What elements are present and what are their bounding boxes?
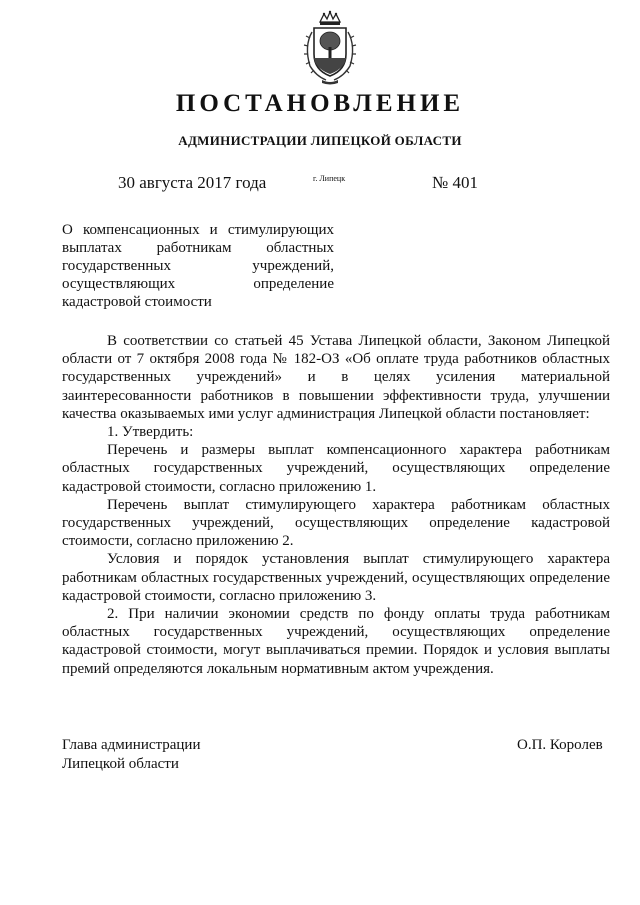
signature-name: О.П. Королев (517, 737, 603, 753)
body-paragraph: Условия и порядок установления выплат стимулирующего характера работникам областных государственных учреждений, осуществляющих определение кадастровой стоимости, согласно приложению 3. (62, 551, 610, 604)
document-city: г. Липецк (313, 174, 346, 183)
body-paragraph: Перечень и размеры выплат компенсационного характера работникам областных государственных учреждений, осуществляющих определение кадастровой стоимости, согласно приложению 1. (62, 442, 610, 495)
subject-line: О компенсационных и стимулирующих (62, 222, 334, 238)
document-number: № 401 (432, 173, 478, 192)
subject-line: осуществляющих определение (62, 276, 334, 292)
body-paragraph: 1. Утвердить: (107, 424, 194, 441)
document-body (62, 332, 610, 678)
body-paragraph: 2. При наличии экономии средств по фонду оплаты труда работникам областных государственных учреждений, осуществляющих определение кадастровой стоимости, могут выплачиваться премии. Порядок и условия выплаты премий определяются локальным нормативным актом учреждения. (62, 606, 610, 677)
subject-line: кадастровой стоимости (62, 294, 212, 310)
signature-position-line: Липецкой области (62, 756, 179, 772)
document-subject (62, 221, 334, 311)
body-paragraph: В соответствии со статьей 45 Устава Липецкой области, Законом Липецкой области от 7 октября 2008 года № 182-ОЗ «Об оплате труда работников областных государственных учреждений» и в целях усиления материальной заинтересованности работников в повышении эффективности труда, улучшении качества оказываемых ими услуг администрация Липецкой области постановляет: (62, 333, 610, 422)
signature-position (62, 736, 200, 774)
document-subtitle: АДМИНИСТРАЦИИ ЛИПЕЦКОЙ ОБЛАСТИ (178, 133, 462, 148)
document-date: 30 августа 2017 года (118, 173, 267, 192)
document-title: ПОСТАНОВЛЕНИЕ (175, 90, 465, 117)
subject-line: выплатах работникам областных (62, 240, 334, 256)
subject-line: государственных учреждений, (62, 258, 334, 274)
body-paragraph: Перечень выплат стимулирующего характера работникам областных государственных учреждений, осуществляющих определение кадастровой стоимости, согласно приложению 2. (62, 496, 610, 550)
signature-position-line: Глава администрации (62, 737, 201, 753)
lipetsk-coat-of-arms-icon (298, 10, 362, 86)
